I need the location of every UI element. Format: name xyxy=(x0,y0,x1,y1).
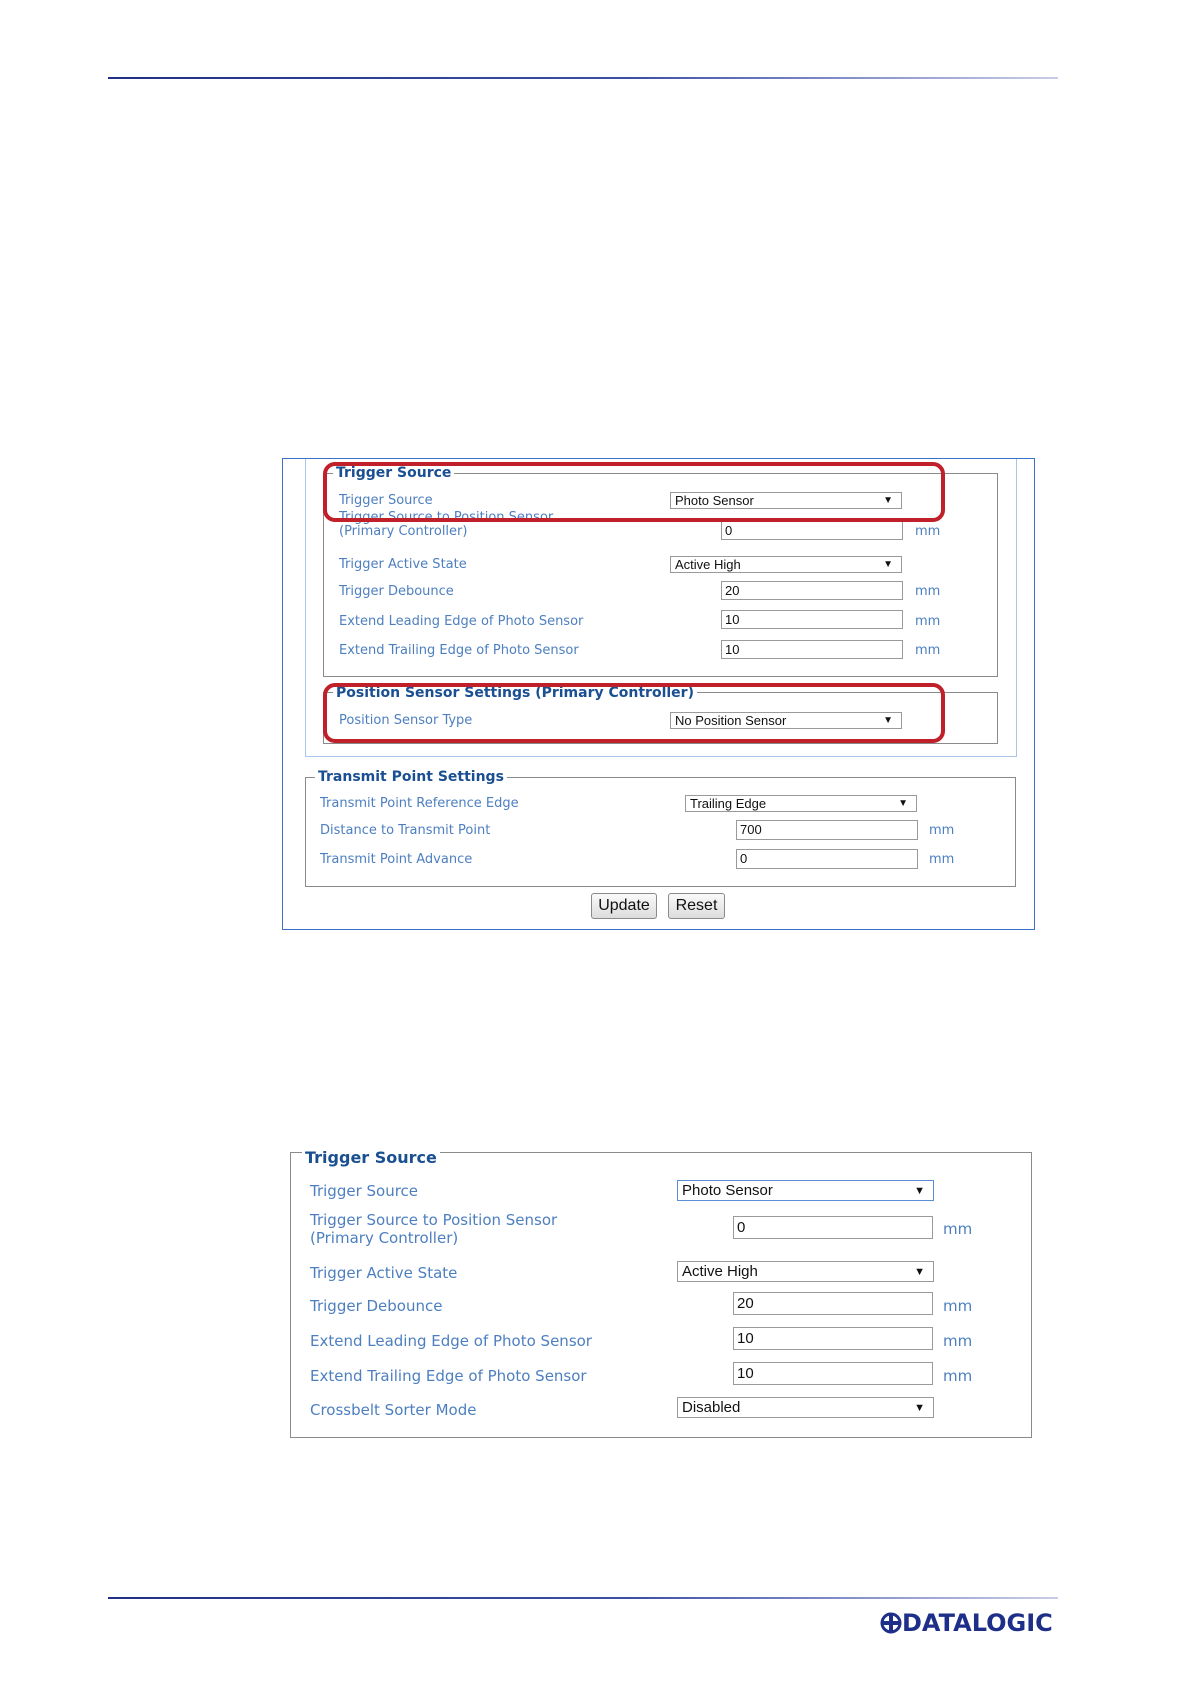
unit-mm: mm xyxy=(929,852,955,867)
unit-mm: mm xyxy=(943,1220,973,1238)
unit-mm: mm xyxy=(943,1367,973,1385)
trigger-to-position-input[interactable]: 0 xyxy=(721,521,903,540)
trigger-debounce-input[interactable]: 20 xyxy=(733,1292,933,1315)
transmit-advance-input[interactable]: 0 xyxy=(736,849,918,869)
reset-button[interactable]: Reset xyxy=(668,893,725,919)
transmit-advance-label: Transmit Point Advance xyxy=(320,852,473,867)
trigger-to-position-label: Trigger Source to Position Sensor (Primary Controller) xyxy=(339,510,554,539)
trigger-to-position-input[interactable]: 0 xyxy=(733,1216,933,1239)
leading-edge-input[interactable]: 10 xyxy=(721,610,903,629)
unit-mm: mm xyxy=(915,584,941,599)
trigger-active-state-select[interactable]: Active High ▼ xyxy=(670,556,902,573)
position-sensor-highlight xyxy=(323,683,945,743)
header-rule xyxy=(108,77,1058,79)
dropdown-arrow-icon: ▼ xyxy=(914,1402,925,1414)
trigger-debounce-input[interactable]: 20 xyxy=(721,581,903,600)
transmit-point-legend: Transmit Point Settings xyxy=(315,769,507,785)
unit-mm: mm xyxy=(943,1332,973,1350)
trigger-active-state-label: Trigger Active State xyxy=(339,557,467,572)
unit-mm: mm xyxy=(915,524,941,539)
trailing-edge-label: Extend Trailing Edge of Photo Sensor xyxy=(310,1367,587,1385)
trigger-active-state-select[interactable]: Active High ▼ xyxy=(677,1261,934,1282)
footer-rule xyxy=(108,1597,1058,1599)
transmit-distance-input[interactable]: 700 xyxy=(736,820,918,840)
trigger-source-label: Trigger Source xyxy=(310,1182,419,1200)
unit-mm: mm xyxy=(915,614,941,629)
trailing-edge-input[interactable]: 10 xyxy=(733,1362,933,1385)
transmit-distance-label: Distance to Transmit Point xyxy=(320,823,491,838)
leading-edge-label: Extend Leading Edge of Photo Sensor xyxy=(310,1332,592,1350)
leading-edge-label: Extend Leading Edge of Photo Sensor xyxy=(339,614,584,629)
screenshot-trigger-position-transmit xyxy=(282,458,1035,930)
trigger-active-state-label: Trigger Active State xyxy=(310,1264,458,1282)
transmit-reference-edge-label: Transmit Point Reference Edge xyxy=(320,796,519,811)
dropdown-arrow-icon: ▼ xyxy=(883,495,893,506)
crossbelt-sorter-mode-select[interactable]: Disabled ▼ xyxy=(677,1397,934,1418)
crossbelt-sorter-mode-label: Crossbelt Sorter Mode xyxy=(310,1401,477,1419)
trigger-source-select[interactable]: Photo Sensor ▼ xyxy=(677,1180,934,1201)
trigger-debounce-label: Trigger Debounce xyxy=(310,1297,443,1315)
datalogic-logo-icon xyxy=(880,1612,902,1634)
trailing-edge-input[interactable]: 10 xyxy=(721,640,903,659)
trigger-source-highlight xyxy=(323,462,945,522)
trigger-source-legend: Trigger Source xyxy=(302,1149,440,1167)
trigger-debounce-label: Trigger Debounce xyxy=(339,584,454,599)
trigger-to-position-label: Trigger Source to Position Sensor (Primary Controller) xyxy=(310,1211,558,1247)
transmit-reference-edge-select[interactable]: Trailing Edge ▼ xyxy=(685,795,917,812)
trigger-source-select[interactable]: Photo Sensor ▼ xyxy=(670,492,902,509)
position-sensor-type-label: Position Sensor Type xyxy=(339,713,473,728)
trailing-edge-label: Extend Trailing Edge of Photo Sensor xyxy=(339,643,579,658)
dropdown-arrow-icon: ▼ xyxy=(914,1266,925,1278)
trigger-source-label: Trigger Source xyxy=(339,493,433,508)
dropdown-arrow-icon: ▼ xyxy=(898,798,908,809)
unit-mm: mm xyxy=(915,643,941,658)
dropdown-arrow-icon: ▼ xyxy=(883,715,893,726)
update-button[interactable]: Update xyxy=(591,893,657,919)
position-sensor-type-select[interactable]: No Position Sensor ▼ xyxy=(670,712,902,729)
datalogic-logo xyxy=(880,1609,1053,1637)
trigger-source-legend: Trigger Source xyxy=(333,465,454,481)
logo-text: DATALOGIC xyxy=(902,1609,1053,1637)
unit-mm: mm xyxy=(943,1297,973,1315)
position-sensor-legend: Position Sensor Settings (Primary Controller) xyxy=(333,685,697,701)
dropdown-arrow-icon: ▼ xyxy=(914,1185,925,1197)
leading-edge-input[interactable]: 10 xyxy=(733,1327,933,1350)
dropdown-arrow-icon: ▼ xyxy=(883,559,893,570)
unit-mm: mm xyxy=(929,823,955,838)
